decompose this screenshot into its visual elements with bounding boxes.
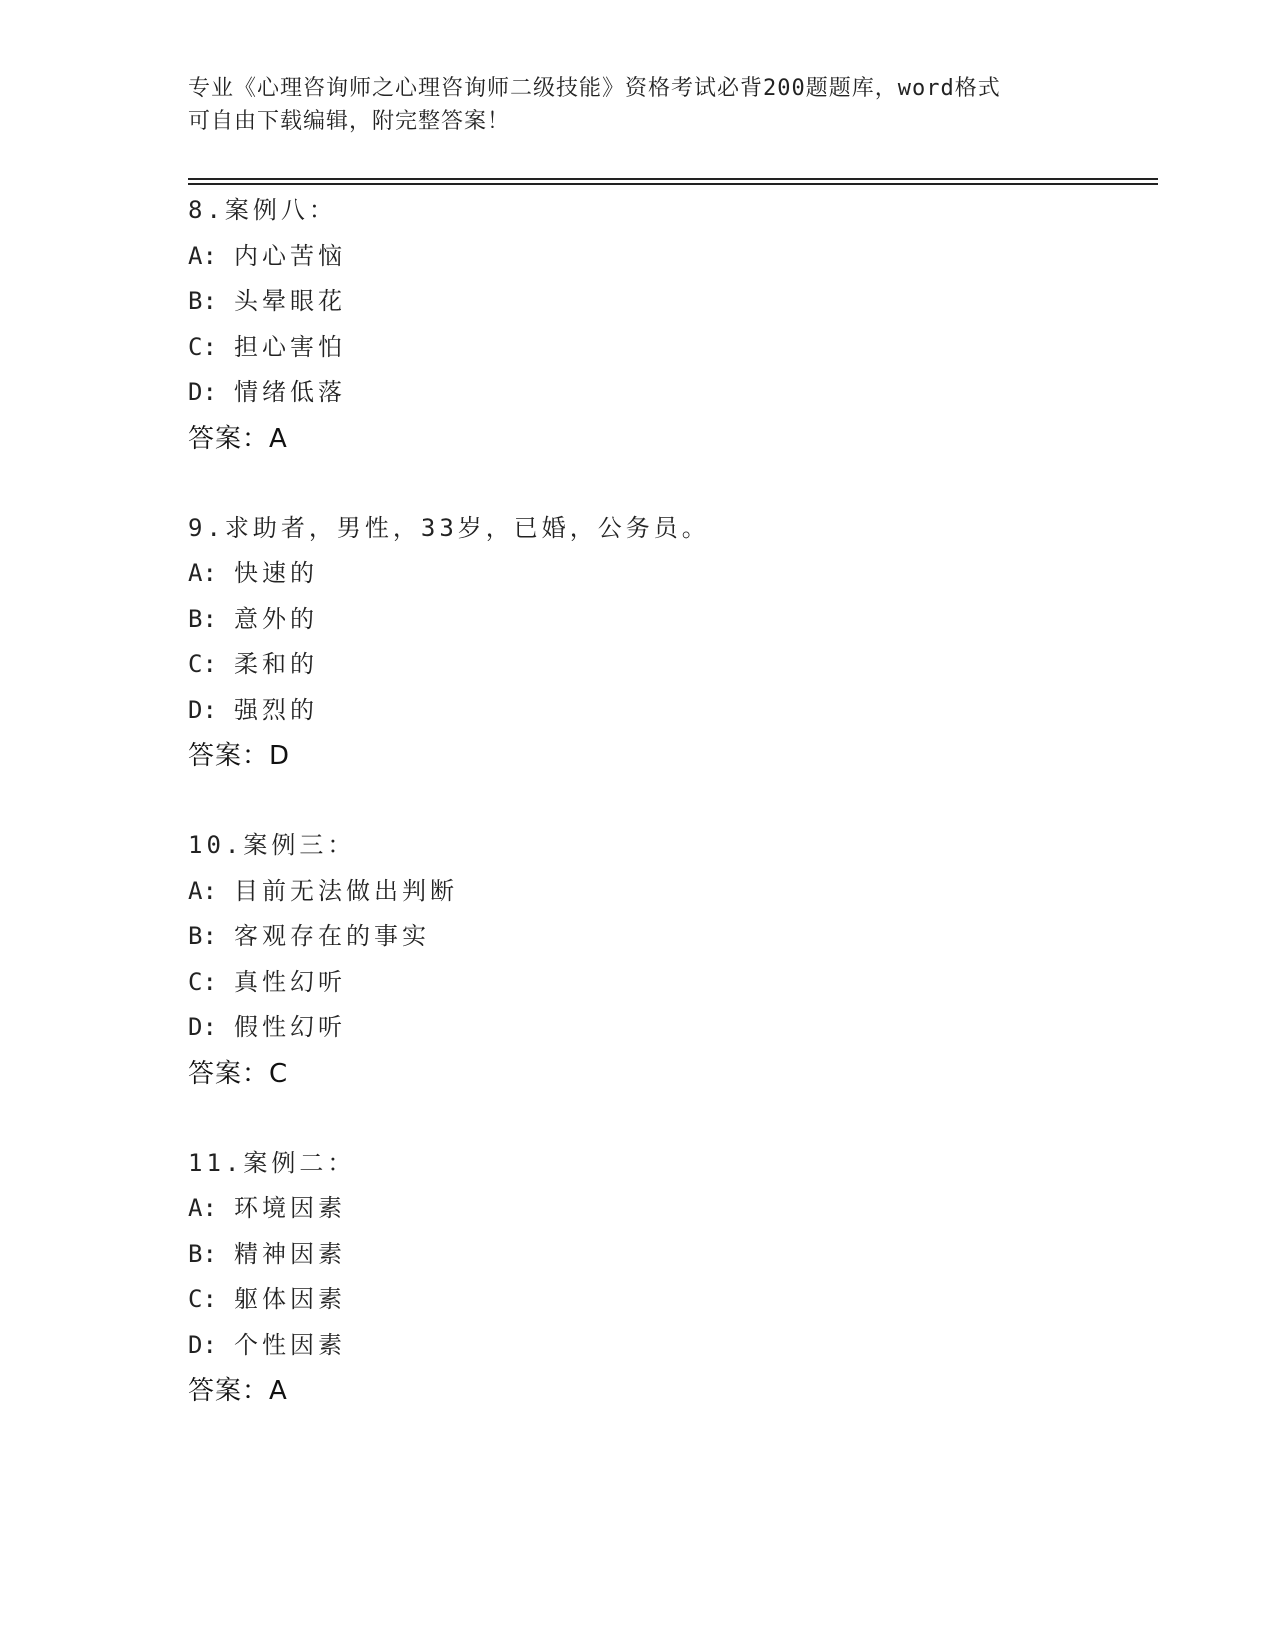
option-c [188, 960, 1088, 1006]
option-d [188, 1323, 1088, 1369]
option-c [188, 1277, 1088, 1323]
option-b [188, 597, 1088, 643]
option-key: B: [188, 1239, 217, 1268]
option-a [188, 869, 1088, 915]
option-key: C: [188, 967, 217, 996]
question-stem: 10.案例三： [188, 831, 356, 859]
option-b [188, 279, 1088, 325]
question-9 [188, 506, 1088, 780]
option-text: 环境因素 [234, 1194, 346, 1222]
option-text: 情绪低落 [234, 378, 346, 406]
question-stem: 9.求助者，男性，33岁，已婚，公务员。 [188, 513, 710, 542]
answer-line: 答案：D [188, 741, 291, 771]
option-key: B: [188, 287, 217, 315]
document-header [188, 72, 1088, 138]
question-11 [188, 1141, 1088, 1415]
option-d [188, 688, 1088, 734]
option-key: D: [188, 1013, 217, 1041]
option-c [188, 642, 1088, 688]
option-key: C: [188, 650, 217, 678]
question-stem: 11.案例二： [188, 1148, 356, 1177]
option-key: A: [188, 241, 217, 270]
option-text: 目前无法做出判断 [234, 876, 458, 905]
option-text: 真性幻听 [234, 967, 346, 996]
header-line-1: 专业《心理咨询师之心理咨询师二级技能》资格考试必背200题题库，word格式 [188, 76, 1001, 101]
option-c [188, 325, 1088, 371]
question-list [188, 188, 1088, 1458]
option-b [188, 914, 1088, 960]
option-text: 头晕眼花 [234, 287, 346, 315]
option-text: 柔和的 [234, 650, 318, 678]
option-text: 意外的 [234, 604, 318, 633]
option-a [188, 234, 1088, 280]
option-text: 客观存在的事实 [234, 922, 430, 950]
question-10 [188, 823, 1088, 1097]
header-divider-top [188, 178, 1158, 180]
option-text: 快速的 [234, 559, 318, 587]
option-key: C: [188, 1285, 217, 1313]
option-key: B: [188, 922, 217, 950]
option-key: A: [188, 876, 217, 905]
option-b [188, 1232, 1088, 1278]
option-text: 强烈的 [234, 695, 318, 724]
option-text: 躯体因素 [234, 1285, 346, 1313]
option-text: 假性幻听 [234, 1013, 346, 1041]
header-divider-bottom [188, 183, 1158, 185]
option-key: A: [188, 559, 217, 587]
option-key: A: [188, 1194, 217, 1222]
option-key: B: [188, 604, 217, 633]
option-key: D: [188, 695, 217, 724]
answer-line: 答案：A [188, 423, 288, 454]
option-text: 担心害怕 [234, 332, 346, 361]
answer-line: 答案：C [188, 1058, 289, 1089]
option-key: C: [188, 332, 217, 361]
option-d [188, 1005, 1088, 1051]
question-stem: 8.案例八： [188, 196, 337, 224]
option-d [188, 370, 1088, 416]
option-text: 精神因素 [234, 1239, 346, 1268]
option-key: D: [188, 1330, 217, 1359]
question-8 [188, 188, 1088, 462]
option-text: 内心苦恼 [234, 241, 346, 270]
option-a [188, 1186, 1088, 1232]
option-a [188, 551, 1088, 597]
answer-line: 答案：A [188, 1376, 288, 1406]
option-key: D: [188, 378, 217, 406]
option-text: 个性因素 [234, 1330, 346, 1359]
header-line-2: 可自由下载编辑，附完整答案！ [188, 109, 511, 134]
